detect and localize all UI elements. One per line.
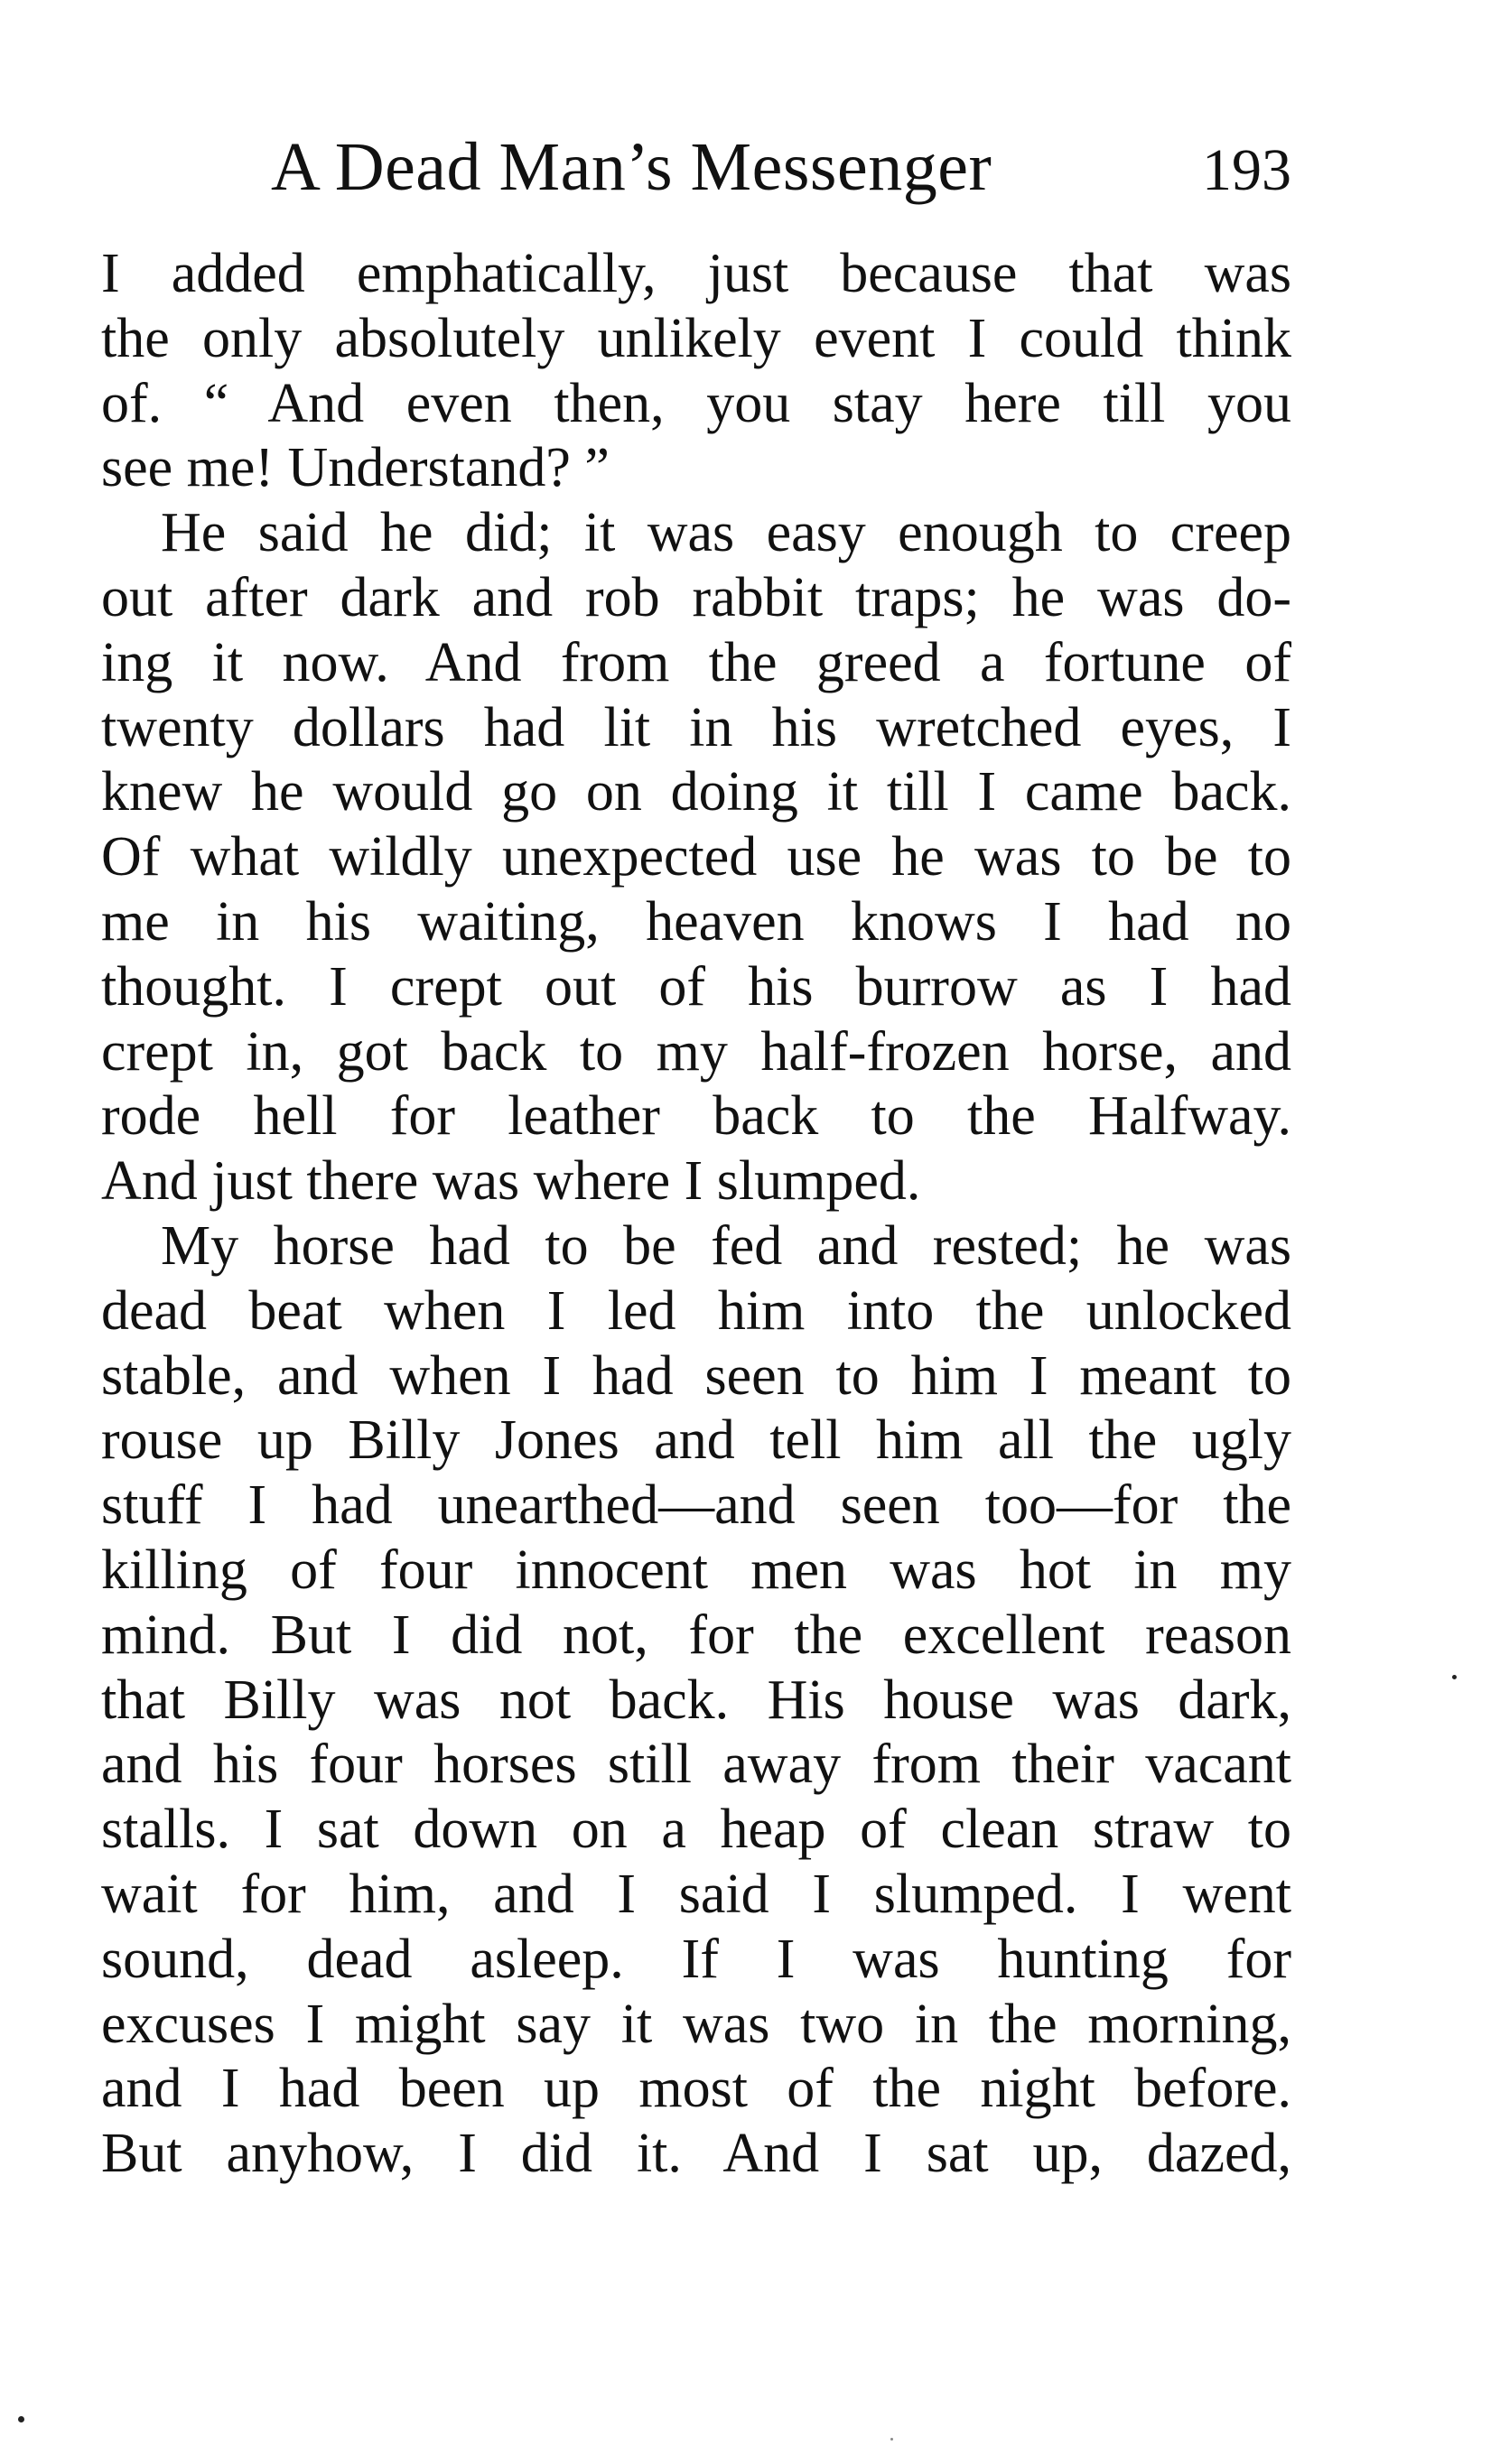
text-line: excuses I might say it was two in the morning, [101,1993,1291,2055]
text-line: killing of four innocent men was hot in my [101,1539,1291,1601]
page-number: 193 [1202,137,1291,203]
text-line: mind. But I did not, for the excellent reason [101,1604,1291,1666]
text-line: I added emphatically, just because that was [101,243,1291,304]
text-line: And just there was where I slumped. [101,1150,921,1213]
text-line: rouse up Billy Jones and tell him all the ugly [101,1409,1291,1472]
text-line: crept in, got back to my half-frozen horse, and [101,1020,1291,1083]
text-line: But anyhow, I did it. And I sat up, dazed, [101,2123,1291,2185]
running-head-title: A Dead Man’s Messenger [271,129,992,205]
text-line: the only absolutely unlikely event I could think [101,307,1291,369]
text-line: wait for him, and I said I slumped. I went [101,1863,1291,1925]
text-line: and his four horses still away from their vacant [101,1734,1291,1796]
text-line: sound, dead asleep. If I was hunting for [101,1928,1291,1990]
body-text [101,242,1291,2187]
text-line: and I had been up most of the night before. [101,2058,1291,2120]
text-line: that Billy was not back. His house was dark, [101,1669,1291,1731]
text-line: thought. I crept out of his burrow as I had [101,955,1291,1018]
text-line: twenty dollars had lit in his wretched eyes, I [101,696,1291,758]
text-line: dead beat when I led him into the unlocked [101,1279,1291,1342]
text-line: stalls. I sat down on a heap of clean straw to [101,1799,1291,1861]
running-head [271,126,1291,208]
text-line: rode hell for leather back to the Halfway. [101,1085,1291,1148]
text-line: of. “ And even then, you stay here till you [101,372,1291,434]
text-line: me in his waiting, heaven knows I had no [101,890,1291,953]
text-line: knew he would go on doing it till I came back. [101,761,1291,823]
text-line: out after dark and rob rabbit traps; he was do- [101,566,1291,628]
text-line: He said he did; it was easy enough to creep [161,502,1291,564]
text-line: Of what wildly unexpected use he was to be to [101,826,1291,888]
text-line: stuff I had unearthed—and seen too—for the [101,1474,1291,1537]
scan-speck [18,2416,24,2422]
text-line: stable, and when I had seen to him I meant to [101,1344,1291,1407]
text-line: ing it now. And from the greed a fortune of [101,631,1291,693]
text-line: My horse had to be fed and rested; he was [161,1214,1291,1277]
scan-speck [890,2438,893,2441]
text-line: see me! Understand? ” [101,437,610,499]
scan-speck [1452,1675,1457,1679]
